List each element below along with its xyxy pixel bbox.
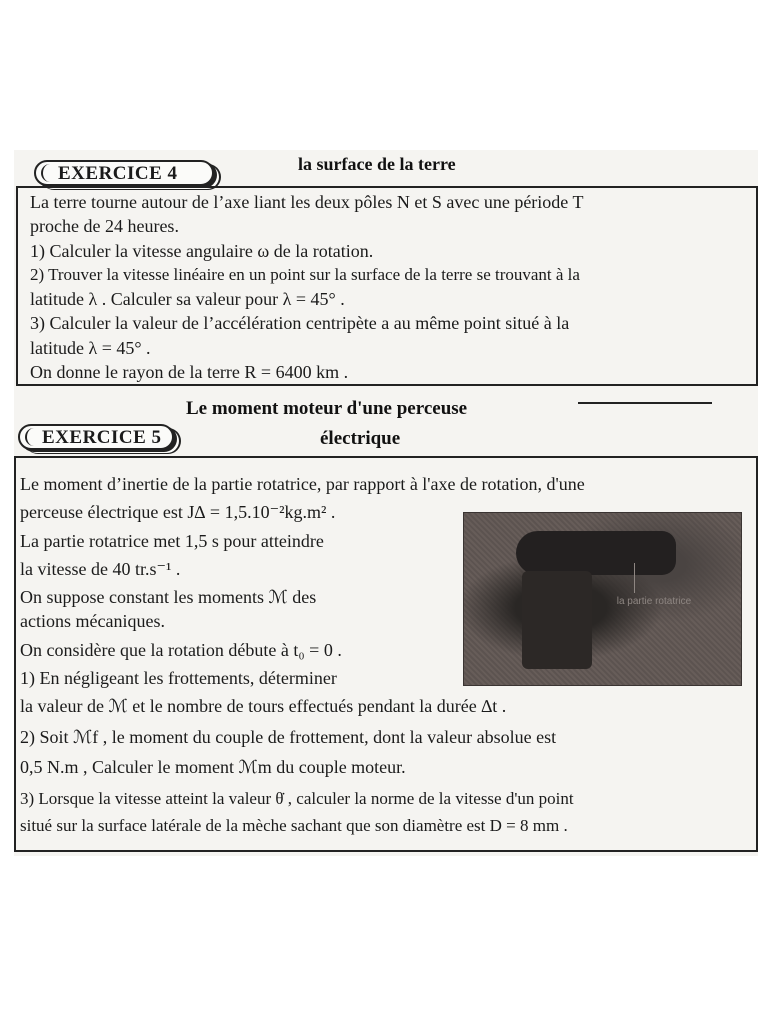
exercise-5-title: EXERCICE 5 bbox=[42, 427, 162, 448]
label-arrow bbox=[634, 563, 635, 593]
drill-body bbox=[516, 531, 676, 575]
ex5-line: situé sur la surface latérale de la mèche sachant que son diamètre est D = 8 mm . bbox=[20, 815, 568, 835]
ex5-line: On suppose constant les moments ℳ des bbox=[20, 587, 317, 608]
ex5-line: la valeur de ℳ et le nombre de tours effectués pendant la durée ∆t . bbox=[20, 696, 507, 717]
ex5-line: On considère que la rotation débute à t₀ = 0 . bbox=[20, 639, 342, 660]
ex5-line: La partie rotatrice met 1,5 s pour atteindre bbox=[20, 530, 324, 551]
ex5-line: 1) En négligeant les frottements, déterminer bbox=[20, 668, 337, 689]
exercise-4-statement bbox=[16, 186, 758, 386]
header-rule bbox=[578, 402, 712, 404]
ex4-line: 1) Calculer la vitesse angulaire ω de la rotation. bbox=[30, 240, 374, 261]
drill-photo bbox=[463, 512, 742, 686]
ex4-line: 3) Calculer la valeur de l’accélération centripète a au même point situé à la bbox=[30, 313, 570, 334]
exercise-5-subtitle-line2: électrique bbox=[320, 428, 401, 449]
exercise-5-banner bbox=[18, 424, 174, 450]
ex5-line: Le moment d’inertie de la partie rotatrice, par rapport à l'axe de rotation, d'une bbox=[20, 474, 585, 494]
ex5-line: actions mécaniques. bbox=[20, 611, 165, 632]
drill-handle bbox=[522, 571, 592, 669]
ex5-line: 2) Soit ℳf , le moment du couple de frottement, dont la valeur absolue est bbox=[20, 726, 557, 747]
ex4-line: La terre tourne autour de l’axe liant les deux pôles N et S avec une période T bbox=[30, 192, 584, 212]
photo-label: la partie rotatrice bbox=[616, 596, 692, 607]
exercise-4-title: EXERCICE 4 bbox=[58, 163, 178, 184]
exercise-4-subtitle: la surface de la terre bbox=[298, 154, 456, 174]
ex4-line: On donne le rayon de la terre R = 6400 km . bbox=[30, 362, 349, 383]
exercise-5-subtitle-line1: Le moment moteur d'une perceuse bbox=[186, 398, 468, 419]
ex4-line: proche de 24 heures. bbox=[30, 216, 179, 237]
ex5-line: 3) Lorsque la vitesse atteint la valeur θ̇ , calculer la norme de la vitesse d'un point bbox=[20, 789, 574, 809]
ex4-line: latitude λ . Calculer sa valeur pour λ = 45° . bbox=[30, 289, 345, 310]
ex4-line: latitude λ = 45° . bbox=[30, 337, 151, 358]
ex5-line: perceuse électrique est J∆ = 1,5.10⁻²kg.m² . bbox=[20, 502, 336, 523]
ex4-line: 2) Trouver la vitesse linéaire en un point sur la surface de la terre se trouvant à la bbox=[30, 264, 580, 284]
ex5-line: la vitesse de 40 tr.s⁻¹ . bbox=[20, 558, 181, 579]
ex5-line: 0,5 N.m , Calculer le moment ℳm du couple moteur. bbox=[20, 756, 406, 777]
exercise-4-banner bbox=[34, 160, 214, 186]
